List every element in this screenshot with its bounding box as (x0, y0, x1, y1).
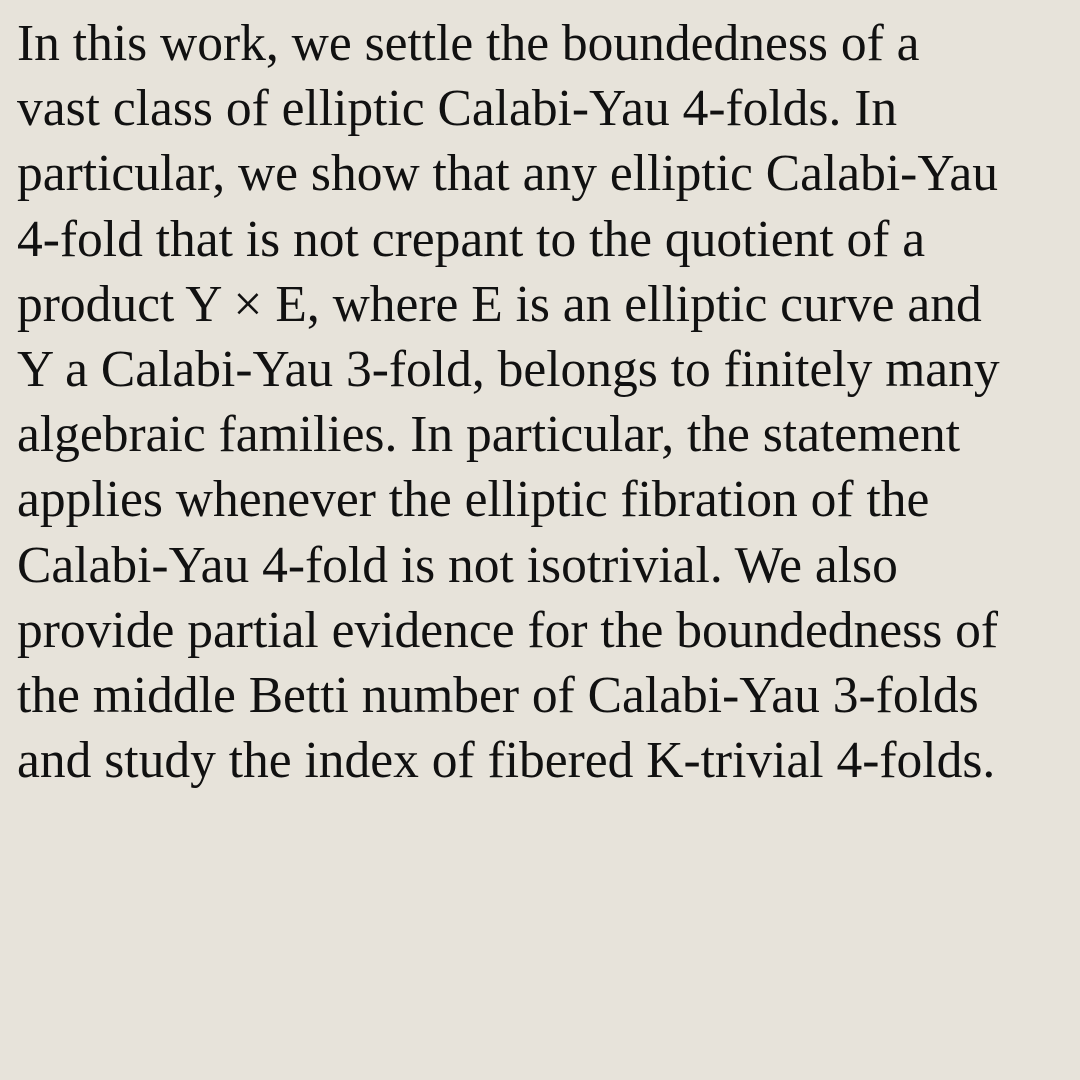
abstract-line: algebraic families. In particular, the statement (17, 406, 961, 464)
abstract-line: In this work, we settle the boundedness of a (17, 15, 920, 72)
abstract-line: Y a Calabi-Yau 3-fold, belongs to finitely many (17, 341, 1000, 399)
abstract-line: provide partial evidence for the boundedness of (17, 601, 999, 659)
abstract-text (17, 11, 1077, 793)
abstract-line: applies whenever the elliptic fibration of the (17, 471, 930, 529)
abstract-line: and study the index of fibered K-trivial 4-folds. (17, 732, 996, 790)
abstract-line: the middle Betti number of Calabi-Yau 3-folds (17, 667, 979, 725)
abstract-line: product Y × E, where E is an elliptic curve and (17, 275, 982, 333)
abstract-line: vast class of elliptic Calabi-Yau 4-folds. In (17, 80, 898, 138)
abstract-line: 4-fold that is not crepant to the quotient of a (17, 210, 926, 268)
abstract-line: Calabi-Yau 4-fold is not isotrivial. We also (17, 536, 898, 594)
abstract-line: particular, we show that any elliptic Calabi-Yau (17, 145, 998, 203)
